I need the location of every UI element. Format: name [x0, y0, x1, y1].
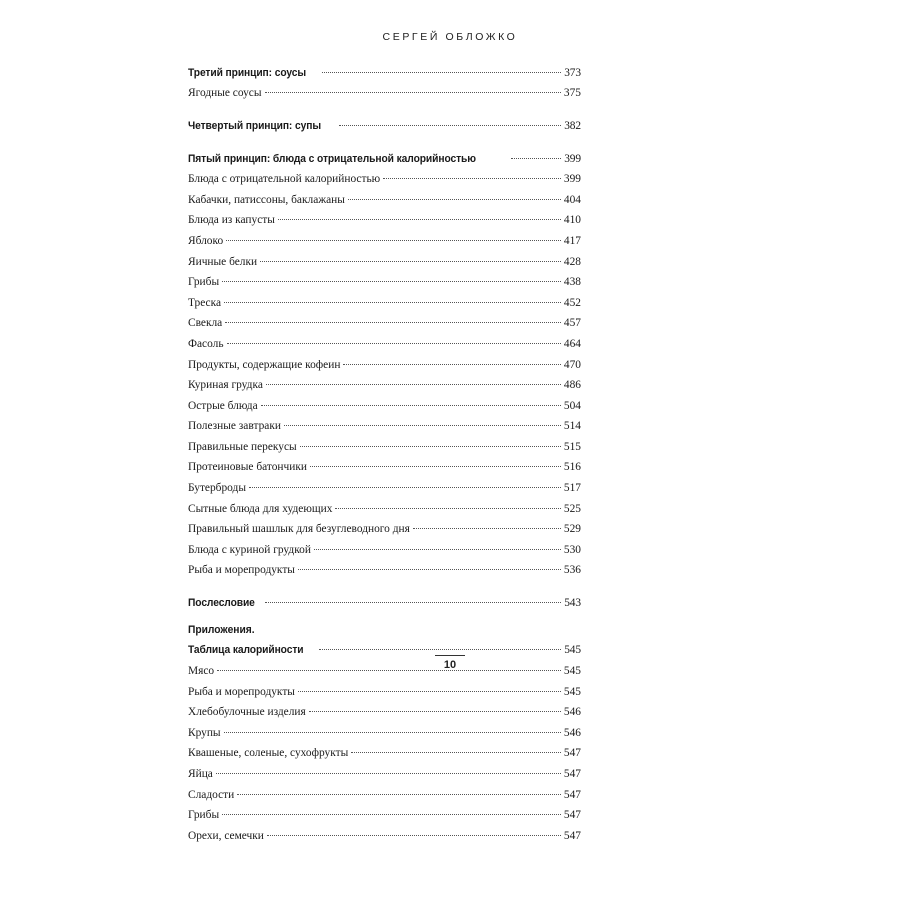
toc-entry-text: Блюда из капусты — [188, 214, 275, 227]
toc-entry-text: Хлебобулочные изделия — [188, 706, 306, 719]
toc-section-title-text: Послесловие — [188, 597, 255, 610]
toc-section-title[interactable] — [188, 590, 581, 611]
toc-page-number: 470 — [563, 358, 581, 371]
dot-leader — [237, 779, 561, 795]
toc-entry-text: Яблоко — [188, 234, 224, 247]
toc-page-number: 504 — [563, 399, 581, 412]
dot-leader — [265, 78, 561, 94]
toc-entry[interactable] — [188, 823, 581, 844]
dot-leader — [300, 431, 561, 447]
toc-page-number: 529 — [563, 523, 581, 536]
toc-entry-text: Продукты, содержащие кофеин — [188, 358, 341, 371]
dot-leader — [224, 287, 561, 303]
dot-leader — [260, 246, 561, 262]
section-gap — [188, 611, 581, 623]
toc-page-number: 547 — [563, 768, 581, 780]
toc-entry-text: Яйца — [188, 768, 213, 780]
dot-leader — [216, 758, 561, 774]
dot-leader — [351, 738, 561, 754]
toc-entry-text: Крупы — [188, 726, 221, 739]
toc-page-number: 516 — [563, 461, 581, 474]
dot-leader — [511, 143, 561, 159]
toc-page-number: 545 — [563, 665, 581, 678]
dot-leader — [266, 369, 561, 385]
dot-leader — [298, 555, 561, 571]
toc-entry-text: Сытные блюда для худеющих — [188, 502, 333, 515]
toc-section-title[interactable] — [188, 113, 581, 134]
toc-entry-text: Правильный шашлык для безуглеводного дня — [188, 523, 410, 536]
toc-page-number: 545 — [564, 644, 581, 657]
toc-page-number: 547 — [563, 829, 581, 842]
toc-section-title-text: Таблица калорийности — [188, 644, 304, 657]
dot-leader — [343, 349, 560, 365]
dot-leader — [314, 534, 561, 550]
toc-entry-text: Блюда с куриной грудкой — [188, 543, 311, 556]
toc-page-number: 417 — [563, 234, 581, 247]
toc-entry-text: Ягодные соусы — [188, 87, 262, 100]
toc-entry-text: Блюда с отрицательной калорийностью — [188, 173, 381, 186]
toc-entry[interactable] — [188, 558, 581, 579]
toc-page-number: 399 — [563, 173, 581, 186]
table-of-contents — [188, 60, 581, 844]
dot-leader — [249, 472, 561, 488]
toc-entry-text: Яичные белки — [188, 255, 258, 268]
toc-page-number: 546 — [563, 726, 581, 739]
toc-section-title-text: Третий принцип: соусы — [188, 66, 307, 79]
dot-leader — [265, 587, 561, 603]
toc-section-label-text: Приложения. — [188, 623, 255, 636]
dot-leader — [227, 328, 561, 344]
toc-page-number: 530 — [563, 543, 581, 556]
toc-page-number: 547 — [563, 747, 581, 760]
toc-entry-text: Орехи, семечки — [188, 829, 264, 842]
toc-page-number: 399 — [564, 152, 581, 165]
toc-page-number: 536 — [563, 564, 581, 577]
dot-leader — [348, 184, 561, 200]
dot-leader — [222, 266, 561, 282]
dot-leader — [224, 717, 561, 733]
dot-leader — [309, 696, 561, 712]
dot-leader — [383, 163, 561, 179]
toc-page-number: 438 — [563, 276, 581, 289]
dot-leader — [222, 799, 561, 815]
toc-page-number: 525 — [563, 502, 581, 515]
toc-entry-text: Сладости — [188, 788, 235, 801]
toc-page-number: 514 — [563, 420, 581, 433]
dot-leader — [284, 411, 561, 427]
toc-page-number: 410 — [563, 214, 581, 227]
toc-entry-text: Правильные перекусы — [188, 440, 297, 453]
toc-page-number: 486 — [563, 379, 581, 392]
dot-leader — [225, 308, 561, 324]
toc-entry-text: Квашеные, соленые, сухофрукты — [188, 747, 349, 760]
toc-page-number: 543 — [564, 597, 581, 610]
toc-entry-text: Рыба и морепродукты — [188, 564, 295, 577]
toc-page-number: 546 — [563, 706, 581, 719]
toc-entry-text: Протеиновые батончики — [188, 461, 307, 474]
dot-leader — [278, 205, 561, 221]
toc-page-number: 375 — [563, 87, 581, 100]
toc-entry-text: Кабачки, патиссоны, баклажаны — [188, 193, 345, 206]
toc-page-number: 373 — [564, 66, 581, 79]
page-number: 10 — [443, 659, 457, 671]
dot-leader — [310, 452, 561, 468]
toc-entry-text: Острые блюда — [188, 399, 258, 412]
dot-leader — [261, 390, 561, 406]
footer-rule — [435, 655, 465, 656]
toc-page-number: 545 — [563, 685, 581, 698]
toc-entry-text: Фасоль — [188, 337, 224, 350]
dot-leader — [339, 110, 561, 126]
toc-page-number: 515 — [563, 440, 581, 453]
toc-entry-text: Рыба и морепродукты — [188, 685, 295, 698]
dot-leader — [267, 820, 561, 836]
dot-leader — [322, 57, 561, 73]
toc-entry-text: Полезные завтраки — [188, 420, 281, 433]
toc-entry-text: Свекла — [188, 317, 223, 330]
toc-entry-text: Грибы — [188, 276, 220, 289]
toc-page-number: 457 — [563, 317, 581, 330]
toc-page-number: 547 — [563, 788, 581, 801]
toc-entry-text: Мясо — [188, 665, 215, 678]
toc-page-number: 464 — [563, 337, 581, 350]
page-footer — [0, 655, 900, 671]
toc-page-number: 547 — [563, 809, 581, 822]
toc-section-title-text: Четвертый принцип: супы — [188, 119, 322, 132]
toc-entry[interactable] — [188, 81, 581, 102]
toc-entry-text: Грибы — [188, 809, 220, 822]
toc-page-number: 428 — [563, 255, 581, 268]
toc-section-title-text: Пятый принцип: блюда с отрицательной калорийностью — [188, 152, 476, 165]
dot-leader — [298, 676, 561, 692]
toc-page-number: 404 — [563, 193, 581, 206]
dot-leader — [413, 513, 561, 529]
dot-leader — [319, 635, 561, 651]
toc-entry-text: Бутерброды — [188, 482, 246, 495]
toc-entry-text: Куриная грудка — [188, 379, 263, 392]
dot-leader — [335, 493, 560, 509]
toc-page-number: 382 — [564, 119, 581, 132]
toc-entry-text: Треска — [188, 296, 222, 309]
running-head: СЕРГЕЙ ОБЛОЖКО — [382, 31, 518, 43]
toc-page-number: 452 — [563, 296, 581, 309]
toc-page-number: 517 — [563, 482, 581, 495]
dot-leader — [226, 225, 561, 241]
